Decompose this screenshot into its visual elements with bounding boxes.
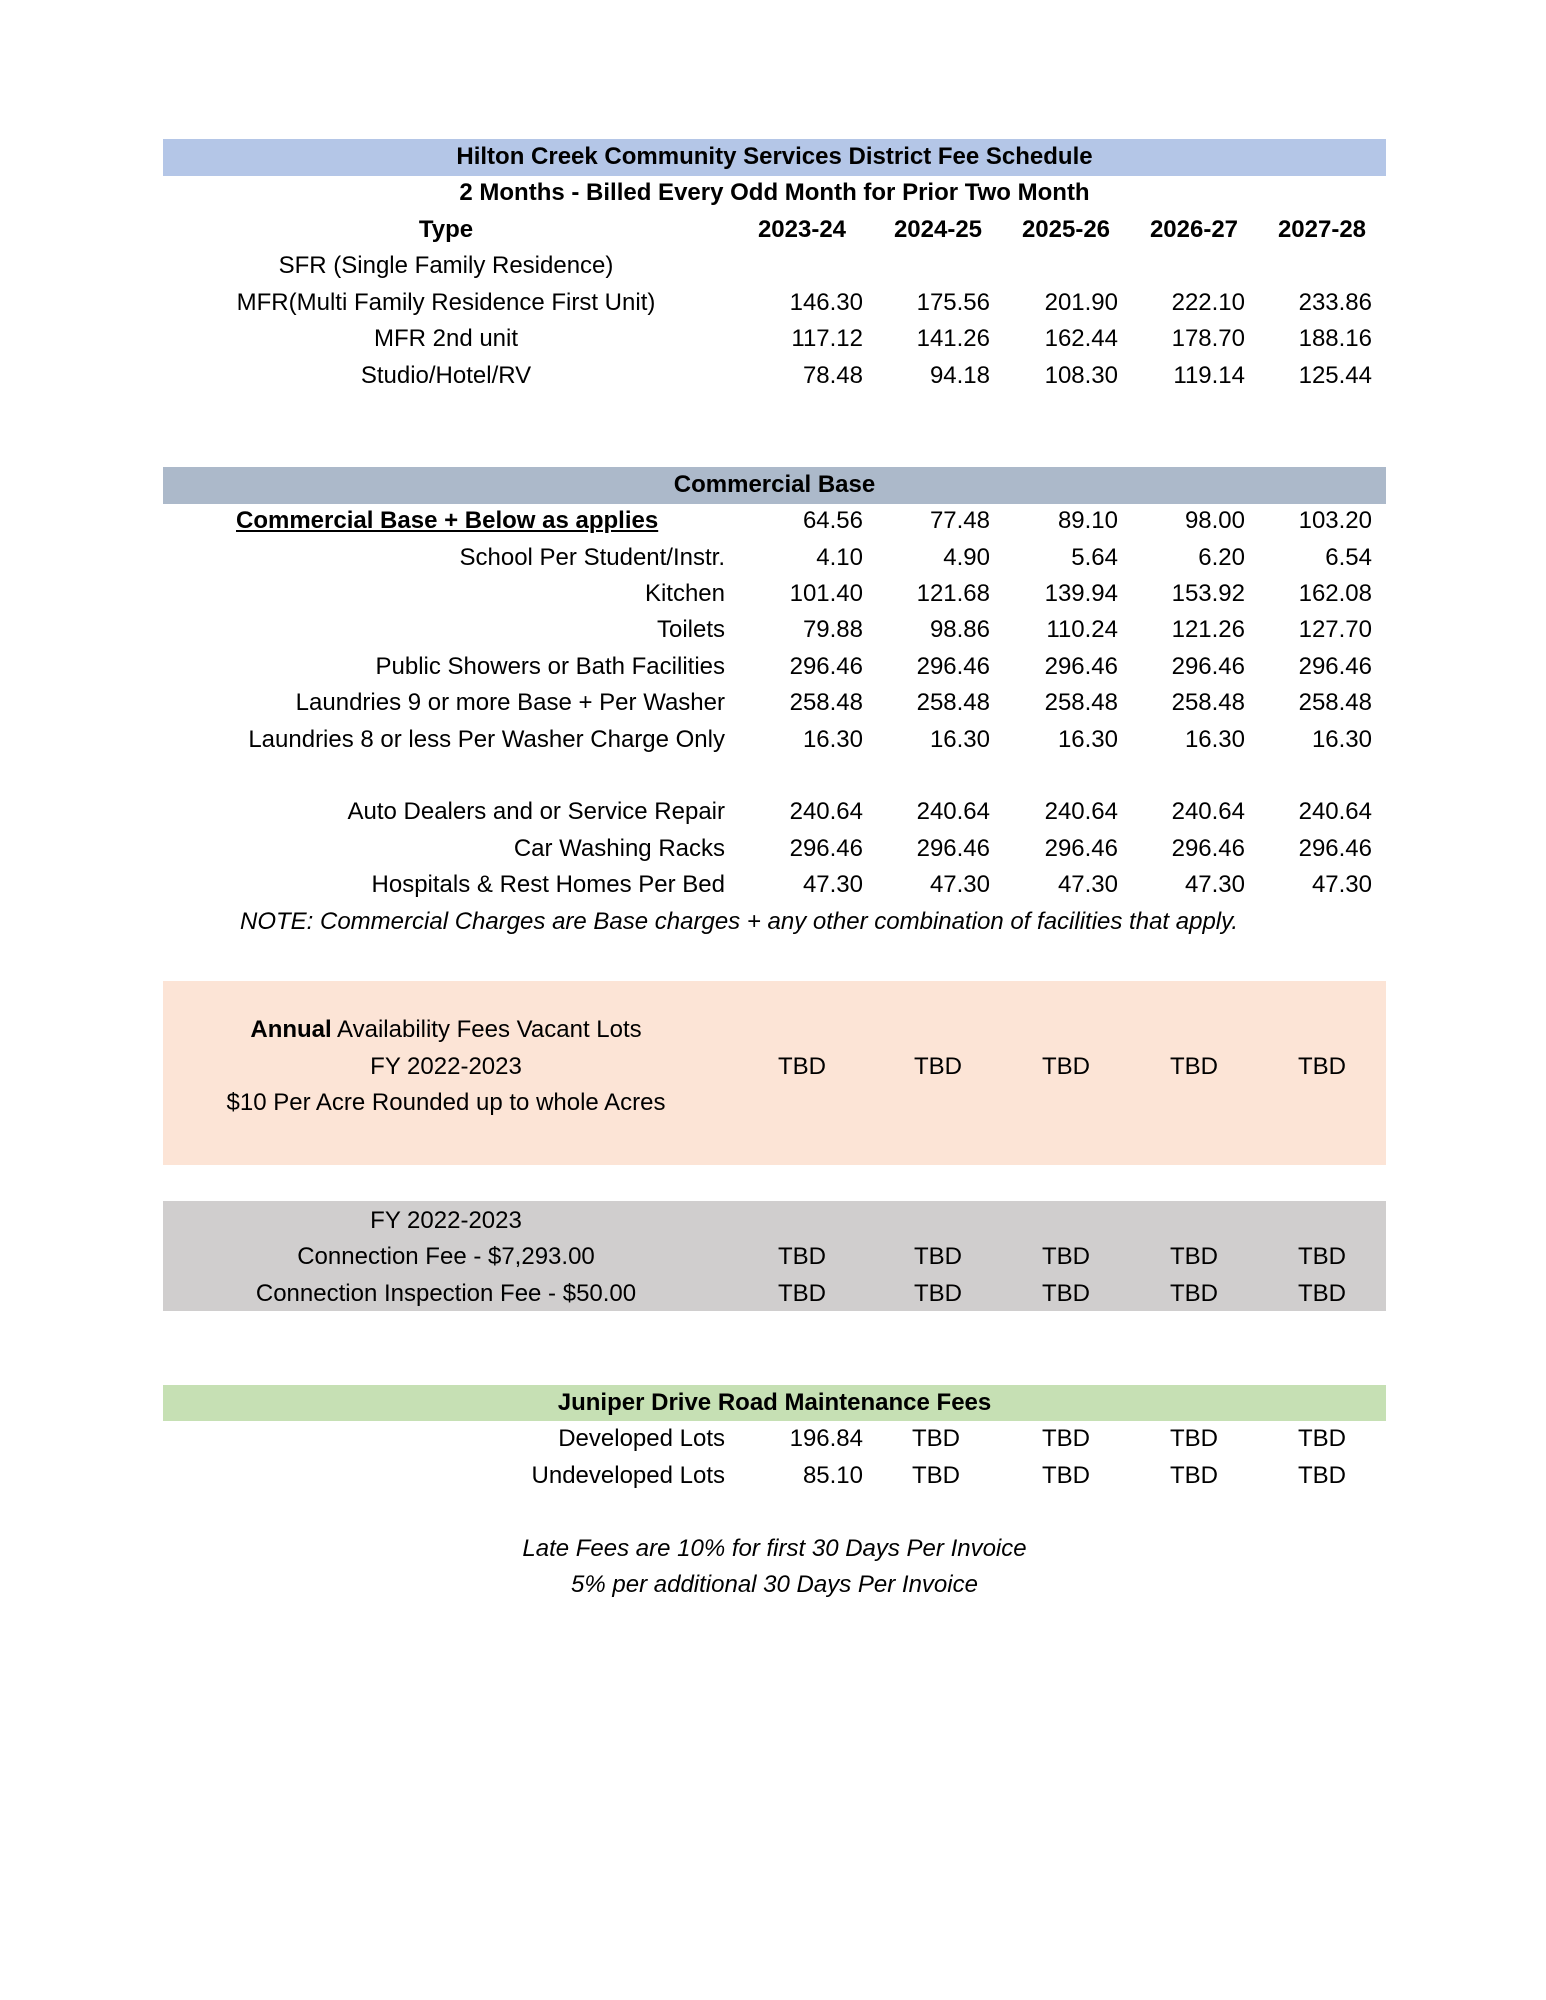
fee-value: 188.16 <box>1298 325 1372 352</box>
year-header: 2023-24 <box>757 216 847 243</box>
fee-value: 16.30 <box>802 726 863 753</box>
fee-value: 103.20 <box>1298 507 1372 534</box>
fee-value: TBD <box>1042 1280 1090 1307</box>
row-label: Car Washing Racks <box>513 835 725 862</box>
row-label: Hospitals & Rest Homes Per Bed <box>371 871 725 898</box>
fee-value: 222.10 <box>1171 289 1245 316</box>
table-row <box>0 1458 1546 1494</box>
fee-value: 178.70 <box>1171 325 1245 352</box>
availability-rate: $10 Per Acre Rounded up to whole Acres <box>226 1089 666 1116</box>
table-row <box>0 685 1546 721</box>
connection-fy-row <box>0 1203 1546 1239</box>
fee-value: TBD <box>1170 1053 1218 1080</box>
availability-label: Availability Fees Vacant Lots <box>331 1016 642 1043</box>
fee-value: 117.12 <box>791 325 863 352</box>
fee-value: TBD <box>1170 1280 1218 1307</box>
fee-value: 153.92 <box>1171 580 1245 607</box>
document-title: Hilton Creek Community Services District Fee Schedule <box>456 143 1093 170</box>
availability-line1 <box>0 1012 1546 1048</box>
fee-value: 296.46 <box>916 653 990 680</box>
commercial-title-row <box>0 467 1546 503</box>
fee-value: 296.46 <box>916 835 990 862</box>
header-row <box>0 212 1546 248</box>
fee-value: 16.30 <box>1311 726 1372 753</box>
fee-value: 4.90 <box>943 544 990 571</box>
year-header: 2026-27 <box>1149 216 1239 243</box>
year-header: 2025-26 <box>1021 216 1111 243</box>
fee-value: 108.30 <box>1044 362 1118 389</box>
fee-value: 101.40 <box>789 580 863 607</box>
fee-value: 196.84 <box>789 1425 863 1452</box>
fee-value: 139.94 <box>1044 580 1118 607</box>
fee-value: 162.44 <box>1044 325 1118 352</box>
table-row <box>0 1276 1546 1312</box>
fee-value: 296.46 <box>1044 835 1118 862</box>
row-label: Developed Lots <box>558 1425 725 1452</box>
row-label: Auto Dealers and or Service Repair <box>347 798 725 825</box>
fee-value: TBD <box>1170 1462 1218 1489</box>
fee-value: 296.46 <box>1044 653 1118 680</box>
table-row <box>0 321 1546 357</box>
fee-value: TBD <box>778 1053 826 1080</box>
connection-fy: FY 2022-2023 <box>370 1207 522 1234</box>
fee-value: TBD <box>1298 1053 1346 1080</box>
table-row <box>0 285 1546 321</box>
row-label: Public Showers or Bath Facilities <box>375 653 725 680</box>
fee-value: 240.64 <box>916 798 990 825</box>
fee-value: 121.68 <box>916 580 990 607</box>
fee-value: 77.48 <box>929 507 990 534</box>
fee-value: TBD <box>778 1243 826 1270</box>
fee-value: 47.30 <box>802 871 863 898</box>
table-row <box>0 358 1546 394</box>
row-label: School Per Student/Instr. <box>459 544 725 571</box>
fee-value: TBD <box>1170 1243 1218 1270</box>
fee-value: 6.54 <box>1325 544 1372 571</box>
type-header: Type <box>418 216 474 243</box>
fee-value: 296.46 <box>1298 653 1372 680</box>
fee-value: TBD <box>1298 1425 1346 1452</box>
row-label: MFR(Multi Family Residence First Unit) <box>236 289 656 316</box>
fee-value: 16.30 <box>1057 726 1118 753</box>
table-row <box>0 794 1546 830</box>
row-label: Undeveloped Lots <box>531 1462 725 1489</box>
table-row <box>0 612 1546 648</box>
fee-value: 296.46 <box>1298 835 1372 862</box>
fee-value: 79.88 <box>802 616 863 643</box>
fee-value: 258.48 <box>916 689 990 716</box>
row-label: Connection Fee - $7,293.00 <box>297 1243 595 1270</box>
late-fee-row <box>0 1567 1546 1603</box>
fee-value: 4.10 <box>816 544 863 571</box>
year-header: 2024-25 <box>893 216 983 243</box>
document-subtitle: 2 Months - Billed Every Odd Month for Prior Two Month <box>459 179 1090 206</box>
fee-value: 47.30 <box>1311 871 1372 898</box>
table-row <box>0 540 1546 576</box>
fee-value: 233.86 <box>1298 289 1372 316</box>
table-row <box>0 722 1546 758</box>
fee-value: 146.30 <box>789 289 863 316</box>
fee-value: TBD <box>1042 1425 1090 1452</box>
juniper-title: Juniper Drive Road Maintenance Fees <box>557 1389 992 1416</box>
subtitle-row <box>0 175 1546 211</box>
fee-value: TBD <box>1170 1425 1218 1452</box>
fee-value: 6.20 <box>1198 544 1245 571</box>
fee-value: 127.70 <box>1298 616 1372 643</box>
fee-value: 240.64 <box>1044 798 1118 825</box>
row-label: Studio/Hotel/RV <box>360 362 532 389</box>
row-label: Kitchen <box>644 580 725 607</box>
table-row <box>0 1421 1546 1457</box>
row-label: Laundries 9 or more Base + Per Washer <box>295 689 725 716</box>
fee-value: 47.30 <box>1057 871 1118 898</box>
sfr-row <box>0 248 1546 284</box>
late-fee-line1: Late Fees are 10% for first 30 Days Per Invoice <box>522 1535 1027 1562</box>
table-row <box>0 649 1546 685</box>
fee-value: 258.48 <box>789 689 863 716</box>
fee-value: 258.48 <box>1044 689 1118 716</box>
fee-value: 240.64 <box>789 798 863 825</box>
fee-value: 240.64 <box>1171 798 1245 825</box>
title-row <box>0 139 1546 175</box>
fee-value: TBD <box>1042 1243 1090 1270</box>
fee-value: 201.90 <box>1044 289 1118 316</box>
fee-value: 296.46 <box>789 653 863 680</box>
fee-value: 16.30 <box>929 726 990 753</box>
fee-value: 85.10 <box>802 1462 863 1489</box>
fee-value: 94.18 <box>929 362 990 389</box>
fee-value: TBD <box>1298 1243 1346 1270</box>
fee-value: 141.26 <box>916 325 990 352</box>
fee-value: TBD <box>778 1280 826 1307</box>
availability-fy: FY 2022-2023 <box>370 1053 522 1080</box>
juniper-title-row <box>0 1385 1546 1421</box>
commercial-title: Commercial Base <box>673 471 876 498</box>
year-header: 2027-28 <box>1277 216 1367 243</box>
fee-value: TBD <box>1298 1462 1346 1489</box>
fee-value: 258.48 <box>1171 689 1245 716</box>
late-fee-row <box>0 1531 1546 1567</box>
fee-value: TBD <box>914 1243 962 1270</box>
fee-value: 47.30 <box>929 871 990 898</box>
fee-value: TBD <box>912 1425 960 1452</box>
fee-value: 296.46 <box>1171 835 1245 862</box>
commercial-note: NOTE: Commercial Charges are Base charges + any other combination of facilities that apply. <box>240 908 1239 935</box>
fee-value: 175.56 <box>916 289 990 316</box>
fee-value: 240.64 <box>1298 798 1372 825</box>
row-label: Laundries 8 or less Per Washer Charge Only <box>248 726 725 753</box>
commercial-base-row <box>0 503 1546 539</box>
fee-value: 125.44 <box>1298 362 1372 389</box>
fee-value: 162.08 <box>1298 580 1372 607</box>
table-row <box>0 1239 1546 1275</box>
fee-value: 119.14 <box>1173 362 1245 389</box>
availability-line2 <box>0 1049 1546 1085</box>
row-label: MFR 2nd unit <box>373 325 519 352</box>
fee-value: 47.30 <box>1184 871 1245 898</box>
fee-value: 78.48 <box>802 362 863 389</box>
commercial-base-label: Commercial Base + Below as applies <box>236 507 659 534</box>
fee-value: 16.30 <box>1184 726 1245 753</box>
fee-value: TBD <box>914 1053 962 1080</box>
row-label: Connection Inspection Fee - $50.00 <box>255 1280 637 1307</box>
fee-value: 89.10 <box>1057 507 1118 534</box>
availability-line3 <box>0 1085 1546 1121</box>
note-row <box>0 904 1546 940</box>
row-label: Toilets <box>656 616 725 643</box>
fee-value: TBD <box>1298 1280 1346 1307</box>
fee-value: 5.64 <box>1071 544 1118 571</box>
availability-title <box>163 1012 729 1048</box>
table-row <box>0 831 1546 867</box>
fee-value: TBD <box>1042 1462 1090 1489</box>
fee-value: 296.46 <box>789 835 863 862</box>
annual-label: Annual <box>250 1016 332 1043</box>
fee-value: 296.46 <box>1171 653 1245 680</box>
fee-value: 110.24 <box>1046 616 1118 643</box>
fee-value: 121.26 <box>1171 616 1245 643</box>
fee-value: 98.86 <box>929 616 990 643</box>
sfr-label: SFR (Single Family Residence) <box>278 252 614 279</box>
fee-value: TBD <box>914 1280 962 1307</box>
table-row <box>0 867 1546 903</box>
fee-value: 98.00 <box>1184 507 1245 534</box>
fee-value: TBD <box>912 1462 960 1489</box>
fee-value: TBD <box>1042 1053 1090 1080</box>
fee-value: 64.56 <box>802 507 863 534</box>
table-row <box>0 576 1546 612</box>
late-fee-line2: 5% per additional 30 Days Per Invoice <box>571 1571 978 1598</box>
fee-value: 258.48 <box>1298 689 1372 716</box>
